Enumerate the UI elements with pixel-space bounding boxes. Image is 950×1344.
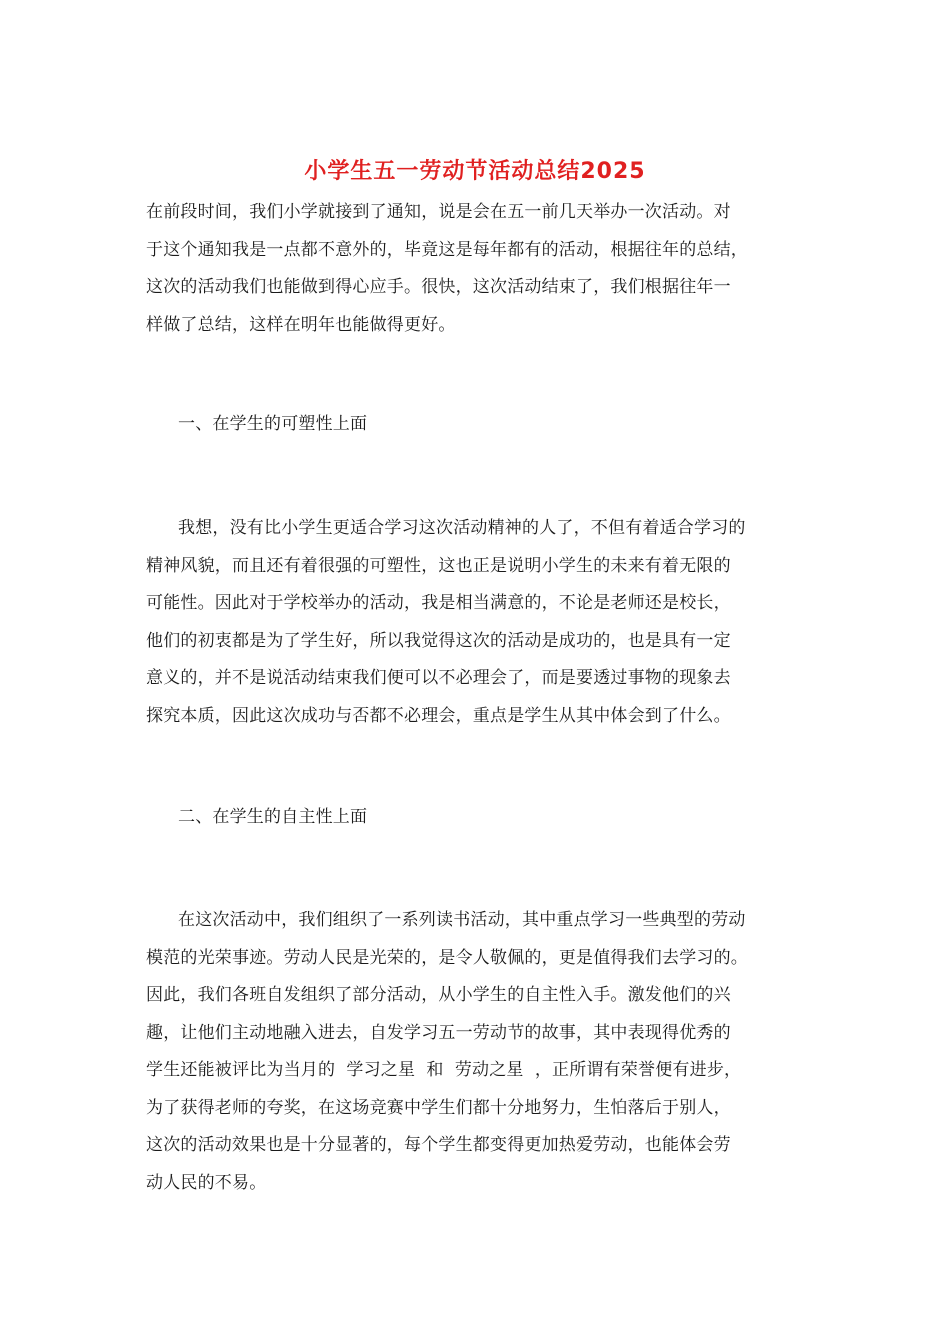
paragraph-line: 这次的活动我们也能做到得心应手。很快，这次活动结束了，我们根据往年一 — [146, 277, 731, 297]
paragraph-line: 探究本质，因此这次成功与否都不必理会，重点是学生从其中体会到了什么。 — [146, 705, 731, 726]
paragraph-line: 这次的活动效果也是十分显著的，每个学生都变得更加热爱劳动，也能体会劳 — [146, 1135, 731, 1155]
section-heading: 二、在学生的自主性上面 — [178, 807, 368, 827]
paragraph-line: 动人民的不易。 — [146, 1172, 267, 1193]
paragraph-line: 模范的光荣事迹。劳动人民是光荣的，是令人敬佩的，更是值得我们去学习的。 — [146, 947, 748, 968]
paragraph-line: 意义的，并不是说活动结束我们便可以不必理会了，而是要透过事物的现象去 — [146, 668, 731, 688]
intro-paragraph — [146, 194, 806, 344]
paragraph-line: 可能性。因此对于学校举办的活动，我是相当满意的，不论是老师还是校长， — [146, 593, 731, 613]
section-2-paragraph — [146, 902, 806, 1202]
paragraph-line: 我想，没有比小学生更适合学习这次活动精神的人了，不但有着适合学习的 — [178, 518, 746, 538]
document-title: 小学生五一劳动节活动总结2025 — [304, 159, 646, 184]
paragraph-line: 他们的初衷都是为了学生好，所以我觉得这次的活动是成功的，也是具有一定 — [146, 630, 731, 651]
paragraph-line: 于这个通知我是一点都不意外的，毕竟这是每年都有的活动，根据往年的总结， — [146, 239, 748, 260]
paragraph-line: 学生还能被评比为当月的 学习之星 和 劳动之星 ，正所谓有荣誉便有进步， — [146, 1060, 742, 1080]
paragraph-line: 精神风貌，而且还有着很强的可塑性，这也正是说明小学生的未来有着无限的 — [146, 555, 731, 576]
paragraph-line: 样做了总结，这样在明年也能做得更好。 — [146, 314, 456, 335]
paragraph-line: 因此，我们各班自发组织了部分活动，从小学生的自主性入手。激发他们的兴 — [146, 985, 731, 1005]
paragraph-line: 在这次活动中，我们组织了一系列读书活动，其中重点学习一些典型的劳动 — [178, 910, 746, 930]
paragraph-line: 为了获得老师的夸奖，在这场竞赛中学生们都十分地努力，生怕落后于别人， — [146, 1097, 731, 1118]
section-heading: 一、在学生的可塑性上面 — [178, 414, 368, 434]
section-2-heading-block — [146, 799, 806, 837]
paragraph-line: 趣，让他们主动地融入进去，自发学习五一劳动节的故事，其中表现得优秀的 — [146, 1022, 731, 1043]
paragraph-line: 在前段时间，我们小学就接到了通知，说是会在五一前几天举办一次活动。对 — [146, 202, 731, 222]
section-1-heading-block — [146, 406, 806, 444]
section-1-paragraph — [146, 510, 806, 735]
